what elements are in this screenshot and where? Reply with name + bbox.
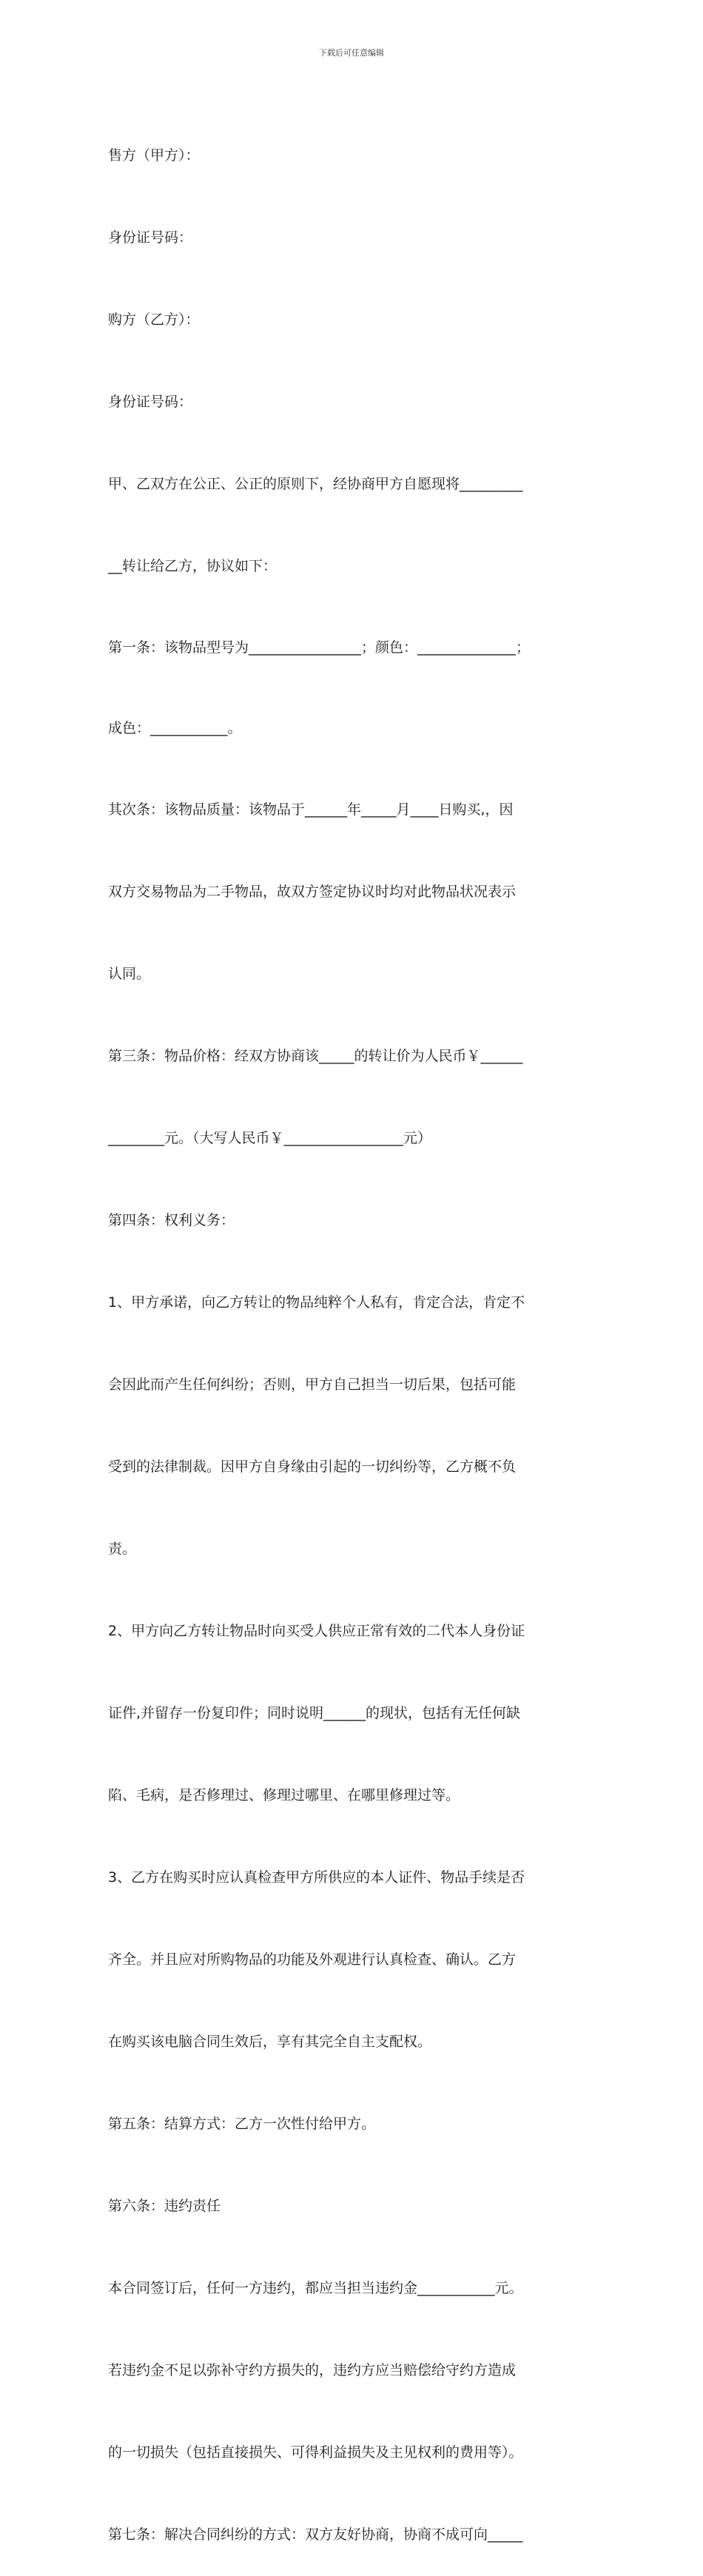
clause-3-line-1: 3、乙方在购买时应认真检查甲方所供应的本人证件、物品手续是否 — [108, 1869, 525, 1886]
page-header-note: 下载后可任意编辑 — [319, 48, 384, 58]
contract-body — [108, 87, 611, 2576]
buyer-line: 购方（乙方）： — [108, 312, 200, 328]
preamble-line-1: 甲、乙双方在公正、公正的原则下，经协商甲方自愿现将_________ — [108, 476, 523, 492]
clause-3-line-2: 齐全。并且应对所购物品的功能及外观进行认真检查、确认。乙方 — [108, 1951, 517, 1968]
article-2-line-2: 双方交易物品为二手物品，故双方签定协议时均对此物品状况表示 — [108, 884, 517, 900]
article-3-line-1: 第三条：物品价格：经双方协商该_____的转让价为人民币￥______ — [108, 1048, 523, 1064]
article-1-line-2: 成色：___________。 — [108, 720, 242, 736]
article-2-line-1: 其次条：该物品质量：该物品于______年_____月____日购买,，因 — [108, 801, 514, 818]
article-5-line: 第五条：结算方式：乙方一次性付给甲方。 — [108, 2116, 376, 2132]
article-2-line-3: 认同。 — [108, 966, 151, 982]
clause-1-line-1: 1、甲方承诺，向乙方转让的物品纯粹个人私有，肯定合法，肯定不 — [108, 1294, 525, 1311]
clause-3-line-3: 在购买该电脑合同生效后，享有其完全自主支配权。 — [108, 2034, 432, 2050]
article-6-heading: 第六条：违约责任 — [108, 2198, 221, 2214]
clause-2-line-3: 陷、毛病，是否修理过、修理过哪里、在哪里修理过等。 — [108, 1787, 460, 1803]
article-7-line-1: 第七条：解决合同纠纷的方式：双方友好协商，协商不成可向_____ — [108, 2526, 523, 2543]
clause-1-line-4: 责。 — [108, 1541, 137, 1557]
article-6-line-2: 若违约金不足以弥补守约方损失的，违约方应当赔偿给守约方造成 — [108, 2362, 517, 2378]
clause-1-line-2: 会因此而产生任何纠纷；否则，甲方自己担当一切后果，包括可能 — [108, 1376, 517, 1393]
clause-2-line-2: 证件,并留存一份复印件；同时说明______的现状，包括有无任何缺 — [108, 1705, 521, 1721]
article-4-heading: 第四条：权利义务： — [108, 1212, 235, 1228]
clause-1-line-3: 受到的法律制裁。因甲方自身缘由引起的一切纠纷等，乙方概不负 — [108, 1459, 517, 1475]
article-3-line-2: ________元。（大写人民币￥_________________元） — [108, 1130, 432, 1146]
clause-2-line-1: 2、甲方向乙方转让物品时向买受人供应正常有效的二代本人身份证 — [108, 1623, 525, 1639]
article-1-line-1: 第一条：该物品型号为________________；颜色：______________； — [108, 639, 531, 656]
preamble-line-2: __转让给乙方，协议如下： — [108, 558, 278, 574]
article-6-line-3: 的一切损失（包括直接损失、可得利益损失及主见权利的费用等）。 — [108, 2444, 523, 2461]
buyer-id-line: 身份证号码： — [108, 394, 193, 410]
seller-line: 售方（甲方）： — [108, 147, 200, 164]
article-6-line-1: 本合同签订后，任何一方违约，都应当担当违约金___________元。 — [108, 2280, 523, 2296]
seller-id-line: 身份证号码： — [108, 229, 193, 246]
